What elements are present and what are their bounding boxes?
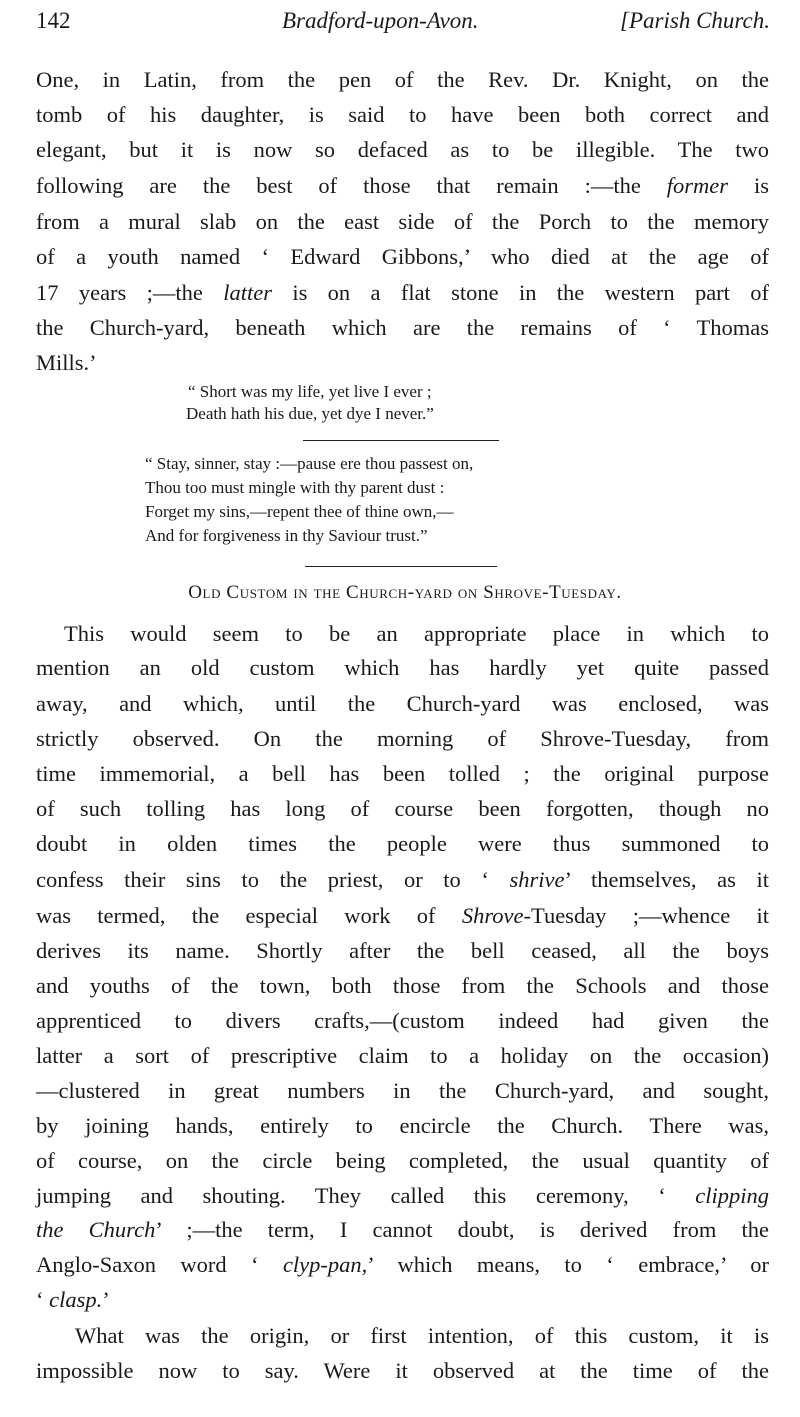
text-line: was termed, the especial work of Shrove-Tuesday ;—whence it bbox=[36, 903, 769, 928]
epitaph-line: Forget my sins,—repent thee of thine own,— bbox=[145, 502, 454, 521]
text-line: following are the best of those that remain :—the former is bbox=[36, 173, 769, 198]
text-line: time immemorial, a bell has been tolled ; the original purpose bbox=[36, 761, 769, 786]
text-line: apprenticed to divers crafts,—(custom indeed had given the bbox=[36, 1008, 769, 1033]
text-line: tomb of his daughter, is said to have been both correct and bbox=[36, 102, 769, 127]
text-line: —clustered in great numbers in the Church-yard, and sought, bbox=[36, 1078, 769, 1103]
text-line: ‘ clasp.’ bbox=[36, 1287, 110, 1312]
epitaph-line: And for forgiveness in thy Saviour trust.” bbox=[145, 526, 428, 545]
text-line: impossible now to say. Were it observed at the time of the bbox=[36, 1358, 769, 1383]
text-line: the Church-yard, beneath which are the remains of ‘ Thomas bbox=[36, 315, 769, 340]
section-title: [Parish Church. bbox=[620, 8, 770, 33]
text-line: confess their sins to the priest, or to ‘ shrive’ themselves, as it bbox=[36, 867, 770, 892]
text-line: Mills.’ bbox=[36, 350, 97, 375]
divider-rule bbox=[305, 566, 497, 567]
text-line: doubt in olden times the people were thus summoned to bbox=[36, 831, 769, 856]
text-line: by joining hands, entirely to encircle the Church. There was, bbox=[36, 1113, 769, 1138]
divider-rule bbox=[303, 440, 499, 441]
page-header bbox=[36, 8, 770, 38]
text-line: jumping and shouting. They called this ceremony, ‘ clipping bbox=[36, 1183, 769, 1208]
text-line: elegant, but it is now so defaced as to be illegible. The two bbox=[36, 137, 769, 162]
text-line: strictly observed. On the morning of Shrove-Tuesday, from bbox=[36, 726, 769, 751]
section-heading: Old Custom in the Church-yard on Shrove-Tuesday. bbox=[188, 582, 622, 603]
text-line: from a mural slab on the east side of the Porch to the memory bbox=[36, 209, 769, 234]
text-line: mention an old custom which has hardly yet quite passed bbox=[36, 655, 769, 680]
epitaph-line: “ Stay, sinner, stay :—pause ere thou passest on, bbox=[145, 454, 474, 473]
page-number: 142 bbox=[36, 8, 71, 33]
text-line: 17 years ;—the latter is on a flat stone in the western part of bbox=[36, 280, 770, 305]
text-line: of such tolling has long of course been forgotten, though no bbox=[36, 796, 769, 821]
text-line: derives its name. Shortly after the bell ceased, all the boys bbox=[36, 938, 769, 963]
text-line: latter a sort of prescriptive claim to a holiday on the occasion) bbox=[36, 1043, 769, 1068]
text-line: What was the origin, or first intention, of this custom, it is bbox=[75, 1323, 769, 1348]
epitaph-line: “ Short was my life, yet live I ever ; bbox=[188, 382, 432, 401]
text-line: and youths of the town, both those from the Schools and those bbox=[36, 973, 769, 998]
text-line: of a youth named ‘ Edward Gibbons,’ who died at the age of bbox=[36, 244, 769, 269]
text-line: One, in Latin, from the pen of the Rev. Dr. Knight, on the bbox=[36, 67, 769, 92]
text-line: Anglo-Saxon word ‘ clyp-pan,’ which means, to ‘ embrace,’ or bbox=[36, 1252, 769, 1277]
text-line: This would seem to be an appropriate place in which to bbox=[64, 621, 769, 646]
epitaph-line: Death hath his due, yet dye I never.” bbox=[186, 404, 434, 423]
epitaph-line: Thou too must mingle with thy parent dust : bbox=[145, 478, 445, 497]
running-title: Bradford-upon-Avon. bbox=[282, 8, 479, 33]
text-line: away, and which, until the Church-yard was enclosed, was bbox=[36, 691, 769, 716]
text-line: of course, on the circle being completed, the usual quantity of bbox=[36, 1148, 769, 1173]
text-line: the Church’ ;—the term, I cannot doubt, is derived from the bbox=[36, 1217, 769, 1242]
